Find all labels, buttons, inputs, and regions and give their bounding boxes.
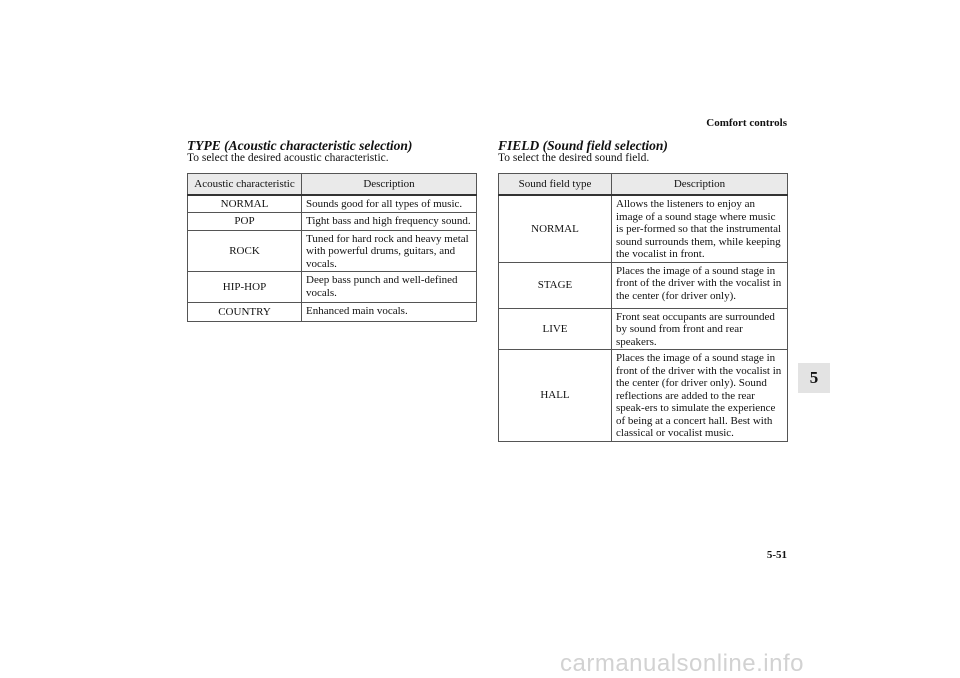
table-row [188,303,477,322]
cell-desc: Sounds good for all types of music. [302,195,477,212]
table-row [499,262,788,308]
table-row [499,195,788,262]
table-row [499,350,788,442]
cell-name: POP [188,212,302,230]
cell-name: HIP-HOP [188,272,302,303]
cell-name: ROCK [188,230,302,272]
cell-desc: Tuned for hard rock and heavy metal with powerful drums, guitars, and vocals. [302,230,477,272]
table-header [188,174,477,196]
cell-desc: Front seat occupants are surrounded by sound from front and rear speakers. [612,308,788,350]
field-intro: To select the desired sound field. [498,152,650,164]
table-row [188,212,477,230]
table-row [188,195,477,212]
cell-desc: Places the image of a sound stage in front of the driver with the vocalist in the center (for driver only). [612,262,788,308]
table-header [499,174,788,196]
acoustic-table [187,173,477,322]
table-row [499,308,788,350]
sound-field-table [498,173,788,442]
cell-name: LIVE [499,308,612,350]
page-number: 5-51 [766,549,787,561]
column-header: Description [302,174,477,196]
column-header: Acoustic characteristic [188,174,302,196]
cell-desc: Tight bass and high frequency sound. [302,212,477,230]
cell-name: STAGE [499,262,612,308]
cell-name: NORMAL [188,195,302,212]
type-intro: To select the desired acoustic characteristic. [187,152,389,164]
column-header: Sound field type [499,174,612,196]
column-header: Description [612,174,788,196]
cell-name: NORMAL [499,195,612,262]
watermark: carmanualsonline.info [560,650,804,677]
cell-desc: Places the image of a sound stage in front of the driver with the vocalist in the center (for driver only). Sound reflections are added to the rear speak-ers to simulate the experience of being at a concert hall. Best with classical or vocalist music. [612,350,788,442]
cell-name: HALL [499,350,612,442]
section-header: Comfort controls [706,117,787,129]
table-row [188,272,477,303]
type-title: TYPE (Acoustic characteristic selection) [187,138,413,153]
table-row [188,230,477,272]
cell-desc: Enhanced main vocals. [302,303,477,322]
cell-name: COUNTRY [188,303,302,322]
cell-desc: Deep bass punch and well-defined vocals. [302,272,477,303]
field-title: FIELD (Sound field selection) [498,138,668,153]
chapter-tab: 5 [798,363,830,393]
cell-desc: Allows the listeners to enjoy an image of a sound stage where music is per-formed so that the instrumental sound surrounds them, while keeping the vocalist in front. [612,195,788,262]
